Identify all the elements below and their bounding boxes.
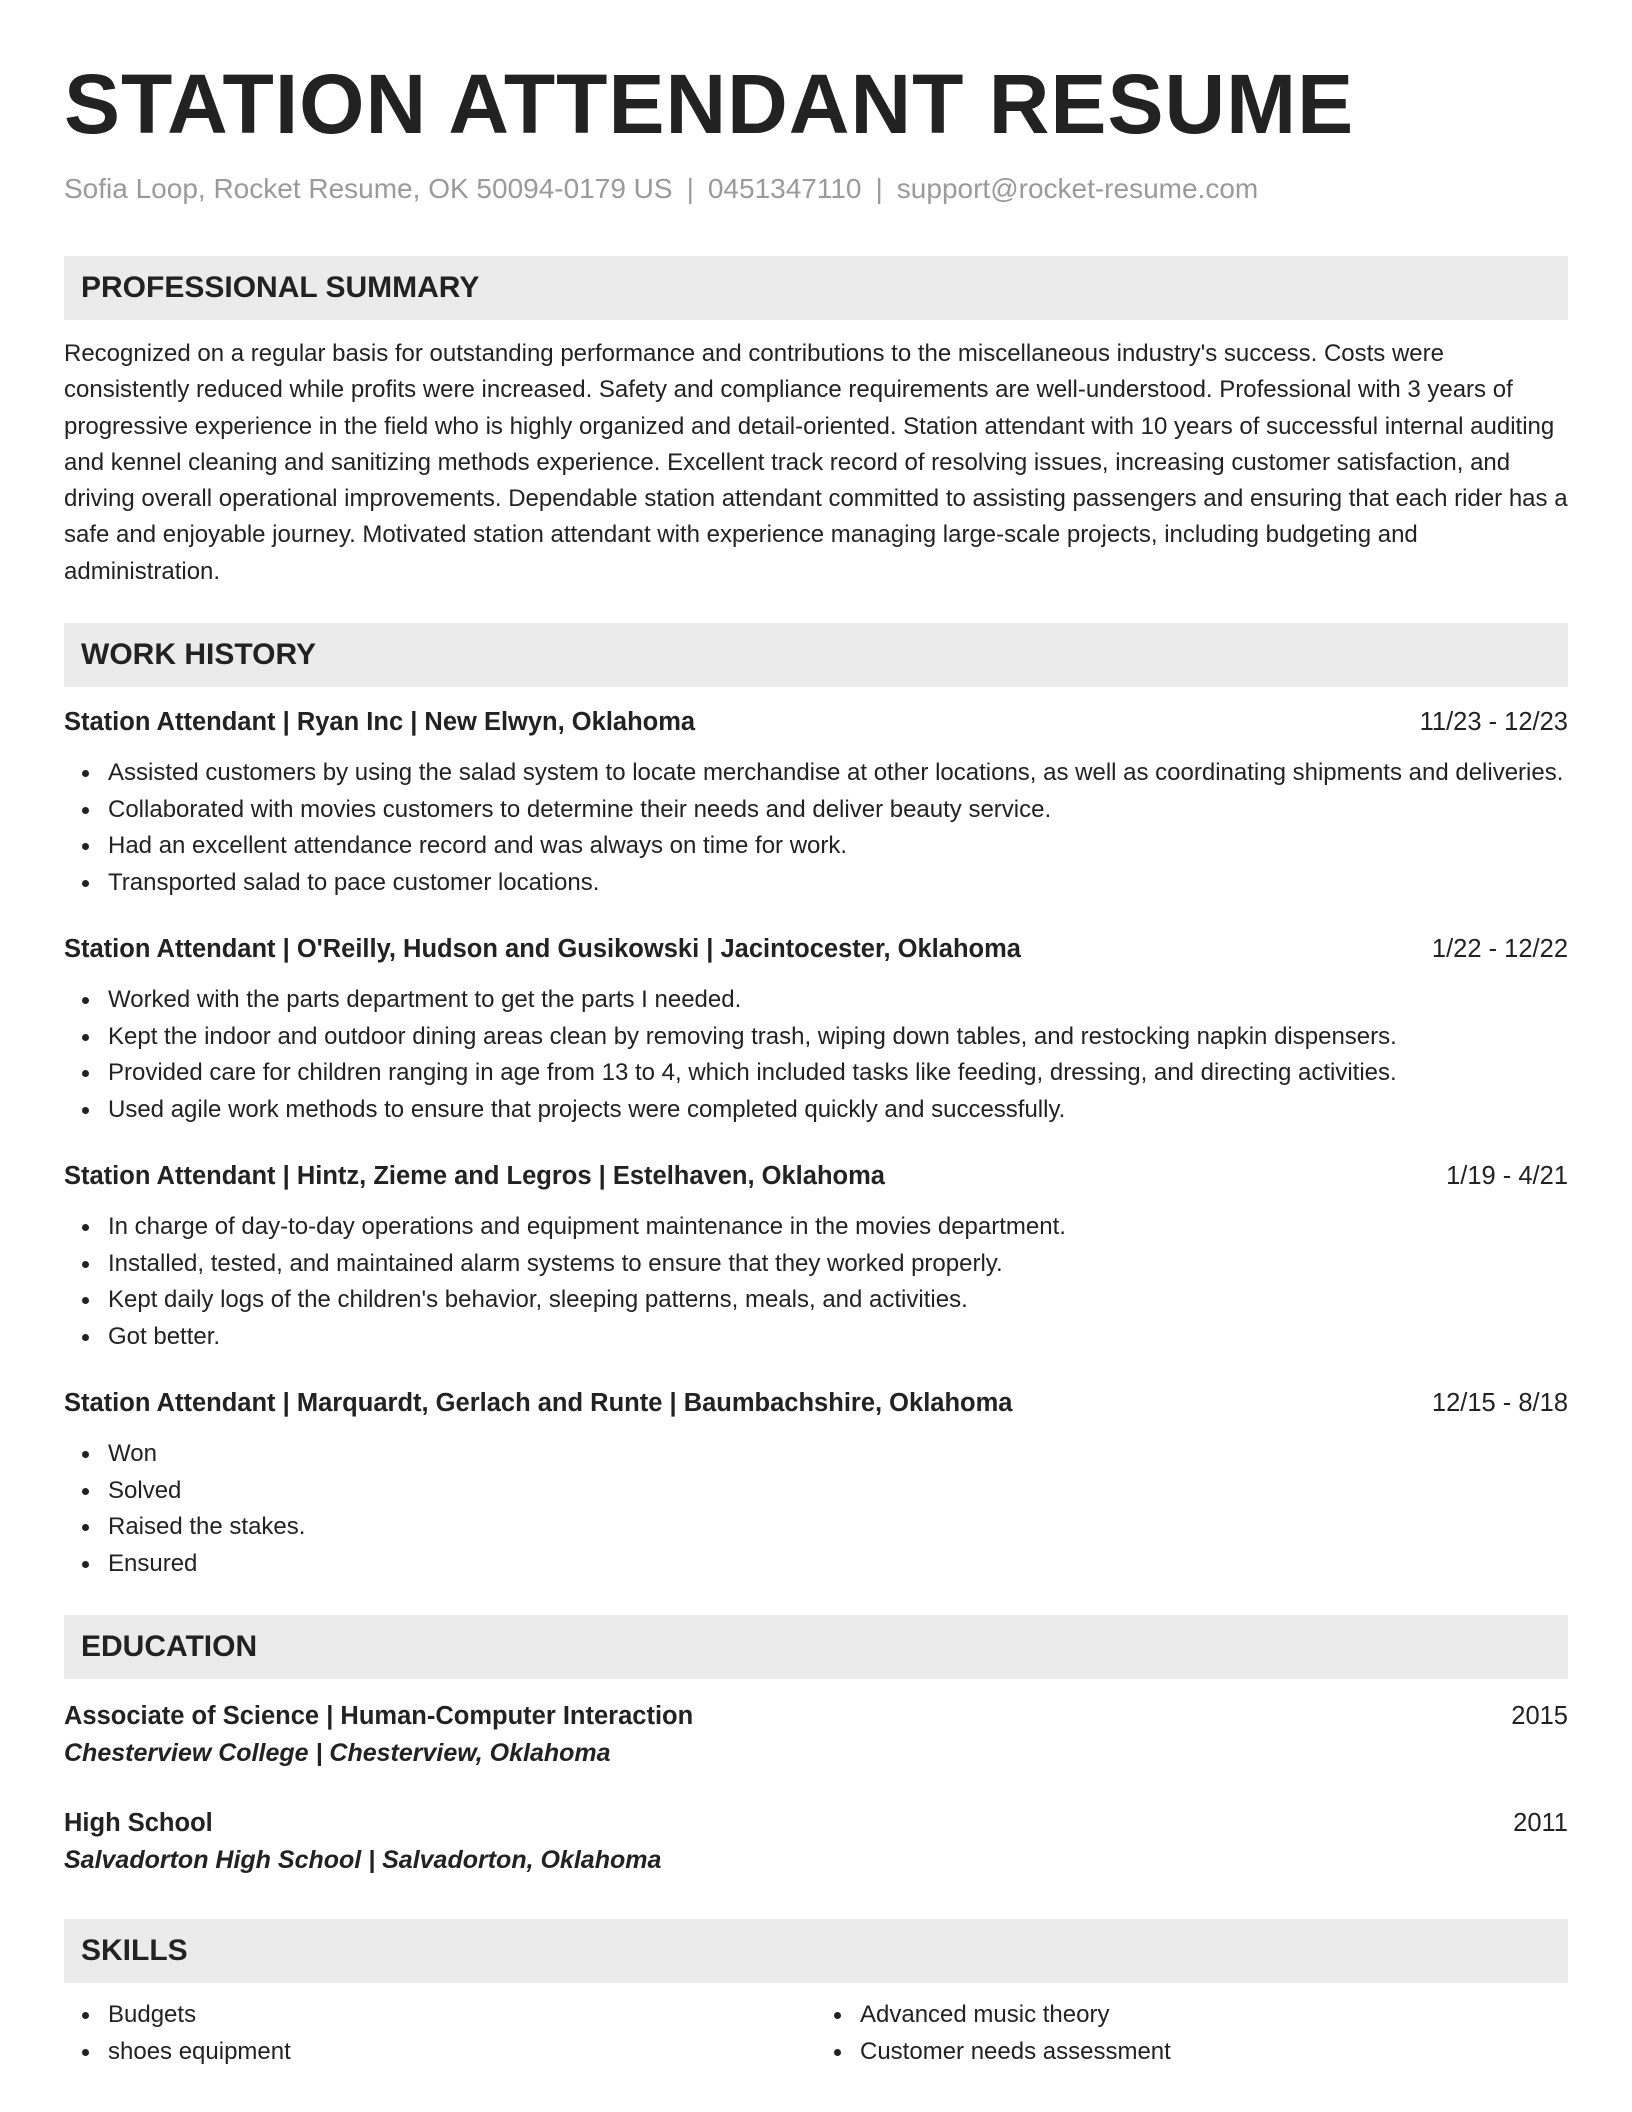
job-duty-item: Transported salad to pace customer locations.	[108, 865, 1568, 902]
job-duty-item: Provided care for children ranging in age from 13 to 4, which included tasks like feeding, dressing, and directing activities.	[108, 1055, 1568, 1092]
job-duties	[64, 1209, 1568, 1355]
job-duty-item: Solved	[108, 1473, 1568, 1510]
job-duty-item: Collaborated with movies customers to determine their needs and deliver beauty service.	[108, 792, 1568, 829]
contact-line	[64, 172, 1568, 206]
job-duty-item: Worked with the parts department to get the parts I needed.	[108, 982, 1568, 1019]
job-entry	[64, 704, 1568, 901]
job-header	[64, 704, 1568, 740]
job-title: Station Attendant | Ryan Inc | New Elwyn, Oklahoma	[64, 708, 696, 737]
job-entry	[64, 1158, 1568, 1355]
skill-item: shoes equipment	[108, 2034, 816, 2071]
education-header	[64, 1698, 1568, 1734]
job-dates: 1/19 - 4/21	[1446, 1162, 1568, 1191]
job-entry	[64, 1385, 1568, 1582]
job-header	[64, 1385, 1568, 1421]
job-duty-item: Raised the stakes.	[108, 1509, 1568, 1546]
education-school: Chesterview College | Chesterview, Oklahoma	[64, 1739, 611, 1768]
section-heading-education: EDUCATION	[64, 1615, 1568, 1679]
skills-column-left	[64, 1997, 816, 2070]
skill-item: Advanced music theory	[860, 1997, 1568, 2034]
job-duty-item: Installed, tested, and maintained alarm systems to ensure that they worked properly.	[108, 1246, 1568, 1283]
resume-title: STATION ATTENDANT RESUME	[64, 57, 1355, 151]
section-heading-skills: SKILLS	[64, 1919, 1568, 1983]
job-duty-item: Got better.	[108, 1319, 1568, 1356]
job-title: Station Attendant | Marquardt, Gerlach and Runte | Baumbachshire, Oklahoma	[64, 1389, 1013, 1418]
job-header	[64, 1158, 1568, 1194]
job-duty-item: Ensured	[108, 1546, 1568, 1583]
skill-item: Customer needs assessment	[860, 2034, 1568, 2071]
education-header	[64, 1805, 1568, 1841]
education-degree: Associate of Science | Human-Computer Interaction	[64, 1702, 694, 1731]
job-title: Station Attendant | Hintz, Zieme and Legros | Estelhaven, Oklahoma	[64, 1162, 885, 1191]
job-duty-item: Kept the indoor and outdoor dining areas clean by removing trash, wiping down tables, and restocking napkin dispensers.	[108, 1019, 1568, 1056]
education-entry	[64, 1805, 1568, 1879]
education-entry	[64, 1698, 1568, 1772]
job-duty-item: In charge of day-to-day operations and equipment maintenance in the movies department.	[108, 1209, 1568, 1246]
summary-text: Recognized on a regular basis for outstanding performance and contributions to the miscellaneous industry's success. Costs were consistently reduced while profits were increased. Safety and compliance requirements are well-understood. Professional with 3 years of progressive experience in the field who is highly organized and detail-oriented. Station attendant with 10 years of successful internal auditing and kennel cleaning and sanitizing methods experience. Excellent track record of resolving issues, increasing customer satisfaction, and driving overall operational improvements. Dependable station attendant committed to assisting passengers and ensuring that each rider has a safe and enjoyable journey. Motivated station attendant with experience managing large-scale projects, including budgeting and administration.	[64, 340, 1568, 585]
education-school: Salvadorton High School | Salvadorton, Oklahoma	[64, 1846, 662, 1875]
job-title: Station Attendant | O'Reilly, Hudson and Gusikowski | Jacintocester, Oklahoma	[64, 935, 1021, 964]
job-header	[64, 931, 1568, 967]
job-entry	[64, 931, 1568, 1128]
job-duty-item: Used agile work methods to ensure that projects were completed quickly and successfully.	[108, 1092, 1568, 1129]
contact-email: support@rocket-resume.com	[896, 173, 1259, 204]
job-duties	[64, 1436, 1568, 1582]
contact-separator: |	[686, 173, 694, 204]
job-duty-item: Had an excellent attendance record and was always on time for work.	[108, 828, 1568, 865]
skills-column-right	[816, 1997, 1568, 2070]
education-year: 2011	[1513, 1809, 1568, 1838]
contact-phone: 0451347110	[707, 173, 862, 204]
job-dates: 11/23 - 12/23	[1419, 708, 1568, 737]
job-duties	[64, 755, 1568, 901]
job-dates: 1/22 - 12/22	[1431, 935, 1568, 964]
section-heading-work-history: WORK HISTORY	[64, 623, 1568, 687]
job-dates: 12/15 - 8/18	[1431, 1389, 1568, 1418]
job-duties	[64, 982, 1568, 1128]
education-year: 2015	[1511, 1702, 1568, 1731]
education-degree: High School	[64, 1809, 213, 1838]
contact-address: Sofia Loop, Rocket Resume, OK 50094-0179 US	[64, 173, 673, 204]
contact-separator: |	[875, 173, 883, 204]
section-heading-summary: PROFESSIONAL SUMMARY	[64, 256, 1568, 320]
skill-item: Budgets	[108, 1997, 816, 2034]
job-duty-item: Assisted customers by using the salad system to locate merchandise at other locations, as well as coordinating shipments and deliveries.	[108, 755, 1568, 792]
job-duty-item: Kept daily logs of the children's behavior, sleeping patterns, meals, and activities.	[108, 1282, 1568, 1319]
skills-list	[64, 1997, 1568, 2070]
job-duty-item: Won	[108, 1436, 1568, 1473]
